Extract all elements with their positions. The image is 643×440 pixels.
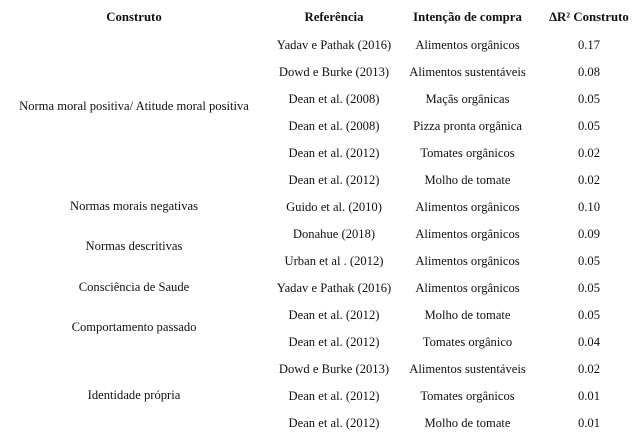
table-row (0, 167, 643, 194)
reference-cell: Yadav e Pathak (2016) (276, 281, 392, 295)
intent-cell: Alimentos orgânicos (415, 227, 520, 241)
table-row (0, 221, 643, 248)
table-row (0, 275, 643, 302)
reference-cell: Dowd e Burke (2013) (278, 362, 390, 376)
header-reference: Referência (304, 10, 364, 24)
reference-cell: Dean et al. (2008) (288, 92, 380, 106)
intent-cell: Tomates orgânicos (420, 389, 515, 403)
table-row (0, 59, 643, 86)
reference-cell: Dean et al. (2012) (288, 389, 380, 403)
delta-cell: 0.05 (577, 308, 601, 322)
reference-cell: Urban et al . (2012) (284, 254, 384, 268)
table-row (0, 410, 643, 437)
construct-label: Normas descritivas (85, 239, 183, 253)
delta-cell: 0.05 (577, 92, 601, 106)
table-header-row (0, 4, 643, 31)
header-delta: ∆R² Construto (549, 10, 629, 24)
construct-label: Consciência de Saude (78, 280, 190, 294)
construct-label: Normas morais negativas (69, 199, 198, 213)
intent-cell: Pizza pronta orgânica (413, 119, 522, 133)
intent-cell: Alimentos orgânicos (415, 200, 520, 214)
delta-cell: 0.01 (577, 416, 601, 430)
delta-cell: 0.17 (577, 38, 601, 52)
delta-cell: 0.04 (577, 335, 601, 349)
table-row (0, 140, 643, 167)
delta-cell: 0.08 (577, 65, 601, 79)
delta-cell: 0.02 (577, 362, 601, 376)
reference-cell: Dean et al. (2008) (288, 119, 380, 133)
construct-label: Comportamento passado (71, 320, 197, 334)
reference-cell: Dean et al. (2012) (288, 308, 380, 322)
reference-cell: Guido et al. (2010) (286, 200, 382, 214)
header-construct: Construto (106, 10, 162, 24)
intent-cell: Tomates orgânico (422, 335, 513, 349)
construct-label: Norma moral positiva/ Atitude moral positiva (19, 99, 249, 113)
intent-cell: Molho de tomate (424, 416, 511, 430)
reference-cell: Dean et al. (2012) (288, 146, 380, 160)
table-row (0, 356, 643, 383)
delta-cell: 0.05 (577, 119, 601, 133)
reference-cell: Dean et al. (2012) (288, 335, 380, 349)
delta-cell: 0.01 (577, 389, 601, 403)
delta-cell: 0.05 (577, 281, 601, 295)
table-row (0, 194, 643, 221)
delta-cell: 0.02 (577, 146, 601, 160)
delta-cell: 0.05 (577, 254, 601, 268)
header-intent: Intenção de compra (413, 10, 522, 24)
intent-cell: Alimentos sustentáveis (409, 362, 526, 376)
intent-cell: Alimentos orgânicos (415, 281, 520, 295)
table-row (0, 302, 643, 329)
reference-cell: Donahue (2018) (292, 227, 376, 241)
table-row (0, 248, 643, 275)
reference-cell: Yadav e Pathak (2016) (276, 38, 392, 52)
intent-cell: Tomates orgânicos (420, 146, 515, 160)
reference-cell: Dean et al. (2012) (288, 173, 380, 187)
reference-cell: Dowd e Burke (2013) (278, 65, 390, 79)
intent-cell: Molho de tomate (424, 308, 511, 322)
table-row (0, 32, 643, 59)
construct-label: Identidade própria (87, 388, 181, 402)
intent-cell: Maçãs orgânicas (425, 92, 510, 106)
table-row (0, 86, 643, 113)
delta-cell: 0.10 (577, 200, 601, 214)
intent-cell: Alimentos sustentáveis (409, 65, 526, 79)
intent-cell: Alimentos orgânicos (415, 38, 520, 52)
reference-cell: Dean et al. (2012) (288, 416, 380, 430)
table-row (0, 113, 643, 140)
intent-cell: Alimentos orgânicos (415, 254, 520, 268)
intent-cell: Molho de tomate (424, 173, 511, 187)
delta-cell: 0.02 (577, 173, 601, 187)
table-row (0, 329, 643, 356)
table-row (0, 383, 643, 410)
delta-cell: 0.09 (577, 227, 601, 241)
